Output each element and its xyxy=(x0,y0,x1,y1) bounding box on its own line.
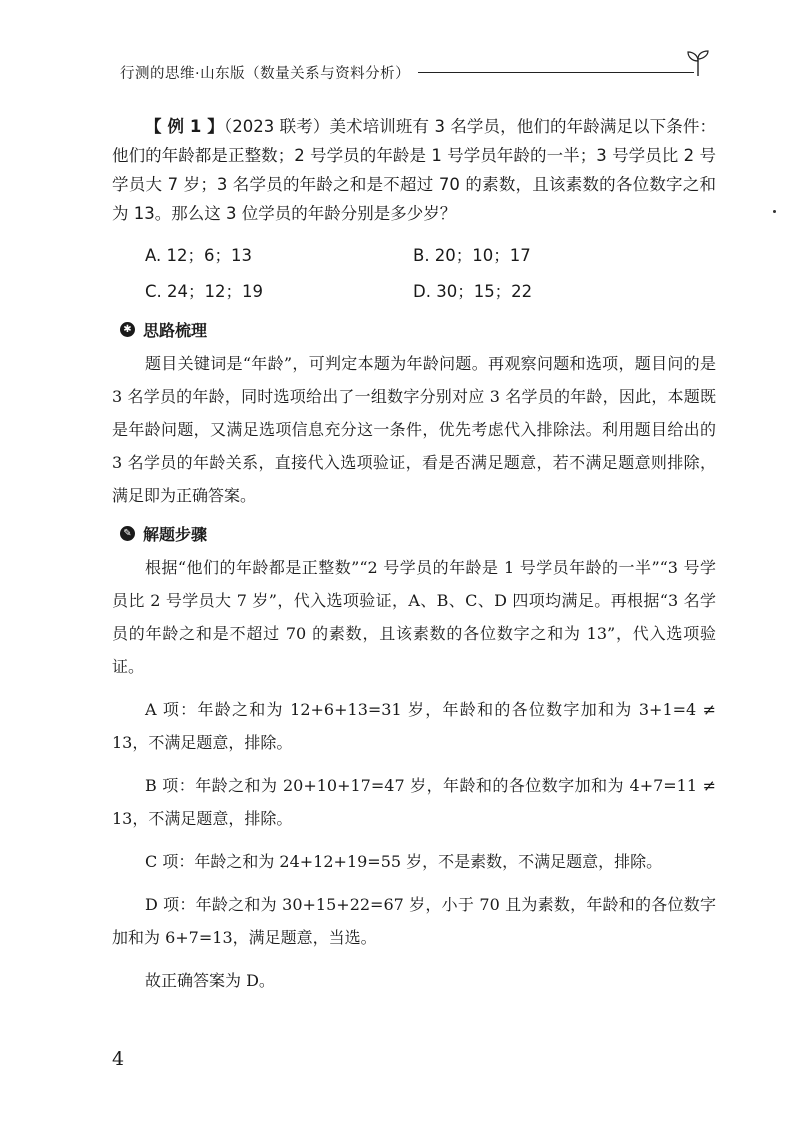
option-d: D. 30；15；22 xyxy=(413,282,533,301)
analysis-heading-text: 思路梳理 xyxy=(143,321,208,340)
sprout-icon xyxy=(684,48,712,78)
question-text: 美术培训班有 3 名学员，他们的年龄满足以下条件：他们的年龄都是正整数；2 号学员的年龄是 1 号学员年龄的一半；3 号学员比 2 号学员大 7 岁；3 名学员的年龄之和是不超过 70 的素数，且该素数的各位数字之和为 13。那么这 3 位学员的年龄分别是多少岁？ xyxy=(112,117,716,223)
options-row-2 xyxy=(145,272,705,308)
page-number: 4 xyxy=(112,1048,125,1070)
solution-heading-text: 解题步骤 xyxy=(143,525,208,544)
header-title: 行测的思维·山东版（数量关系与资料分析） xyxy=(120,62,418,83)
option-a: A. 12；6；13 xyxy=(145,246,252,265)
answer-options xyxy=(145,236,705,308)
analysis-heading xyxy=(120,318,716,341)
question-stem xyxy=(112,112,716,228)
pencil-icon: ✎ xyxy=(120,526,135,541)
lightbulb-icon: ✱ xyxy=(120,322,135,337)
scan-dot xyxy=(773,210,776,213)
solution-option-d: D 项：年龄之和为 30+15+22=67 岁，小于 70 且为素数，年龄和的各位数字加和为 6+7=13，满足题意，当选。 xyxy=(112,895,716,947)
options-row-1 xyxy=(145,236,705,272)
solution-option-a: A 项：年龄之和为 12+6+13=31 岁，年龄和的各位数字加和为 3+1=4 ≠ 13，不满足题意，排除。 xyxy=(112,700,716,752)
solution-option-c: C 项：年龄之和为 24+12+19=55 岁，不是素数，不满足题意，排除。 xyxy=(145,852,663,871)
running-header xyxy=(112,48,712,88)
analysis-text: 题目关键词是“年龄”，可判定本题为年龄问题。再观察问题和选项，题目问的是 3 名学员的年龄，同时选项给出了一组数字分别对应 3 名学员的年龄，因此，本题既是年龄问题，又满足选项信息充分这一条件，优先考虑代入排除法。利用题目给出的 3 名学员的年龄关系，直接代入选项验证，看是否满足题意，若不满足题意则排除，满足即为正确答案。 xyxy=(112,354,716,505)
solution-heading xyxy=(120,522,716,545)
solution-intro: 根据“他们的年龄都是正整数”“2 号学员的年龄是 1 号学员年龄的一半”“3 号学员比 2 号学员大 7 岁”，代入选项验证，A、B、C、D 四项均满足。再根据“3 名学员的年龄之和是不超过 70 的素数，且该素数的各位数字之和为 13”，代入选项验证。 xyxy=(112,558,716,676)
option-b: B. 20；10；17 xyxy=(413,246,531,265)
option-c: C. 24；12；19 xyxy=(145,282,263,301)
final-answer: 故正确答案为 D。 xyxy=(145,971,275,990)
question-source: （2023 联考） xyxy=(223,117,330,136)
solution-option-b: B 项：年龄之和为 20+10+17=47 岁，年龄和的各位数字加和为 4+7=11 ≠ 13，不满足题意，排除。 xyxy=(112,776,716,828)
page-content xyxy=(112,112,716,997)
question-marker: 【 例 1 】 xyxy=(145,117,224,136)
